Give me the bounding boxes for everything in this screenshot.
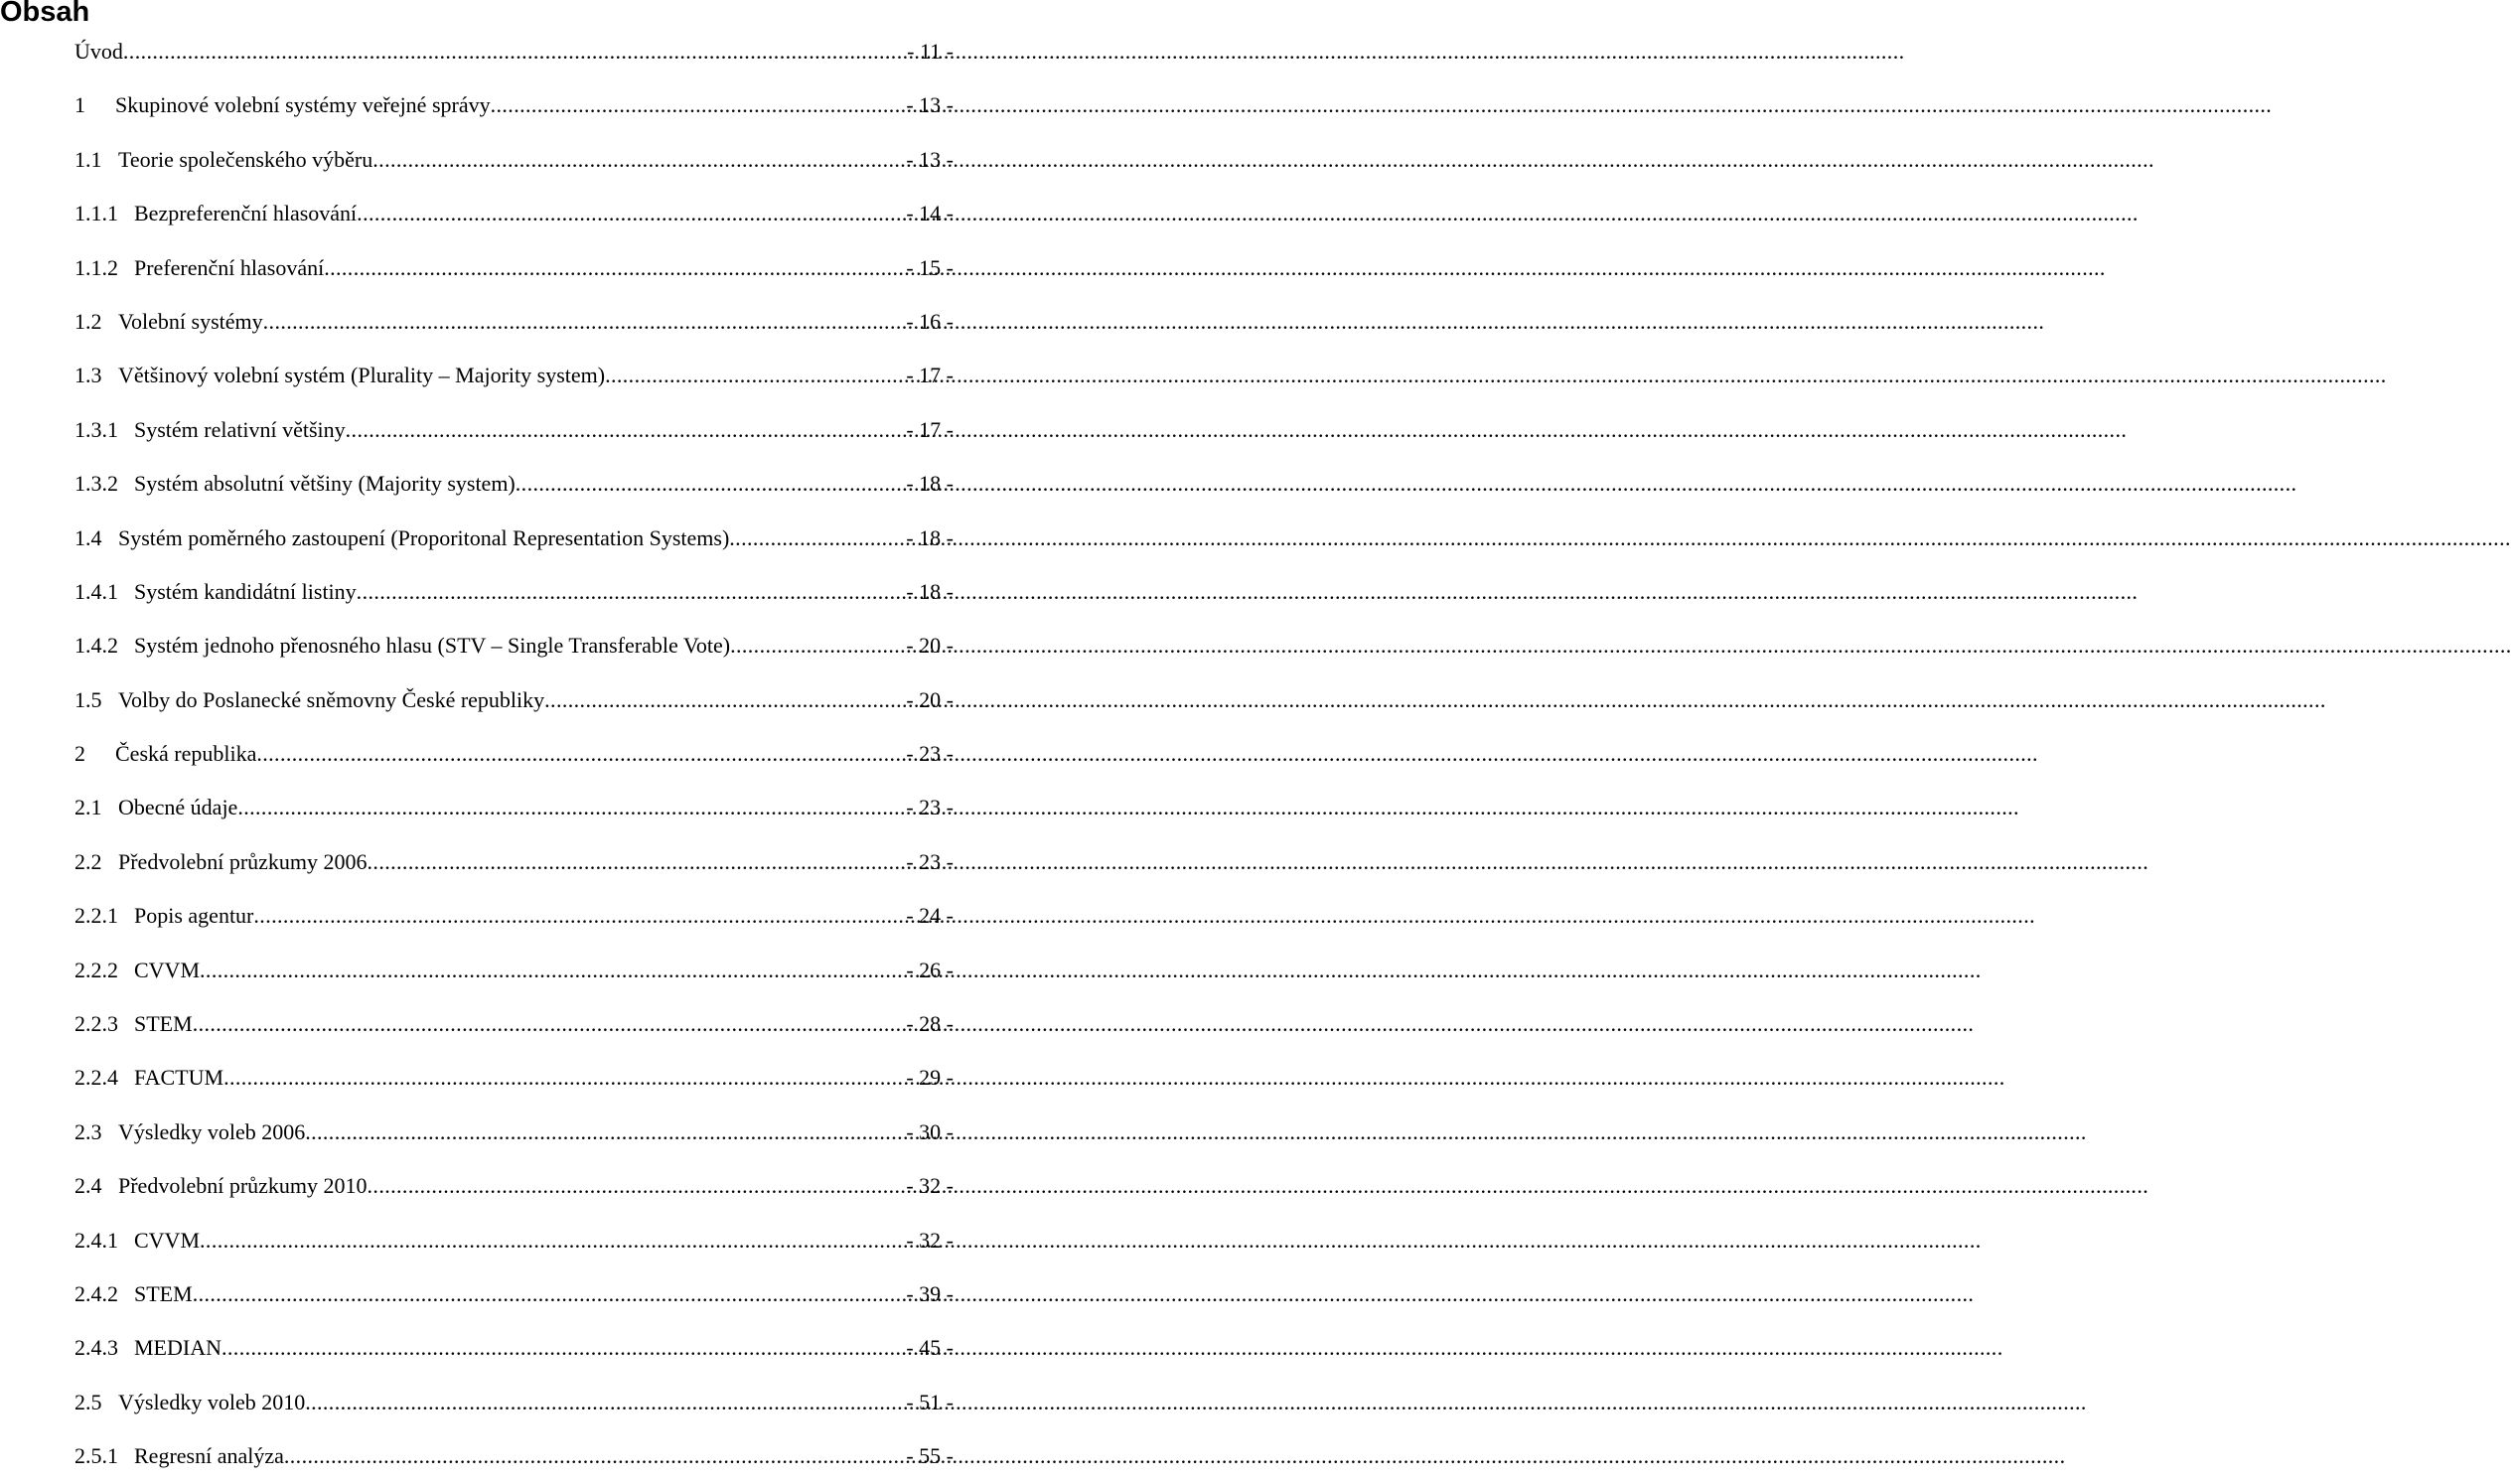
toc-entry-page: - 20 - — [906, 633, 954, 659]
toc-entry-number: 1.4 — [74, 524, 102, 550]
toc-entry[interactable] — [74, 1267, 954, 1321]
toc-entry[interactable] — [74, 1159, 954, 1213]
dot-leader — [605, 349, 903, 402]
toc-entry-title: Skupinové volební systémy veřejné správy — [115, 92, 491, 118]
toc-entry[interactable] — [74, 1214, 954, 1267]
dot-leader — [305, 1106, 903, 1159]
dot-leader — [357, 187, 903, 240]
dot-leader — [544, 673, 903, 727]
toc-entry-number: 1.5 — [74, 686, 102, 712]
toc-entry[interactable] — [74, 835, 954, 889]
toc-entry[interactable] — [74, 78, 954, 132]
toc-entry[interactable] — [74, 944, 954, 997]
toc-entry[interactable] — [74, 997, 954, 1051]
toc-entry-page: - 11 - — [907, 39, 954, 64]
toc-entry-title: Systém poměrného zastoupení (Proporitonal Representation Systems) — [118, 524, 730, 550]
toc-entry[interactable] — [74, 403, 954, 457]
dot-leader — [253, 889, 903, 943]
toc-entry[interactable] — [74, 349, 954, 402]
dot-leader — [263, 295, 904, 349]
dot-leader — [256, 727, 903, 781]
toc-entry-title: Volby do Poslanecké sněmovny České republiky — [118, 686, 545, 712]
toc-entry[interactable] — [74, 565, 954, 619]
dot-leader — [324, 241, 903, 295]
toc-entry[interactable] — [74, 781, 954, 834]
toc-entry-page: - 29 - — [906, 1065, 954, 1091]
toc-entry-title: Popis agentur — [134, 903, 254, 929]
toc-entry[interactable] — [74, 1429, 954, 1483]
toc-entry-title: Výsledky voleb 2006 — [118, 1118, 306, 1144]
table-of-contents — [74, 25, 954, 1484]
toc-entry-title: Systém relativní většiny — [134, 416, 346, 442]
toc-entry-title: Volební systémy — [118, 308, 263, 334]
toc-entry[interactable] — [74, 889, 954, 943]
toc-entry-number: 2.2.3 — [74, 1011, 118, 1037]
toc-entry-title: Většinový volební systém (Plurality – Majority system) — [118, 363, 606, 388]
toc-entry[interactable] — [74, 1051, 954, 1105]
toc-entry-title: Systém kandidátní listiny — [134, 578, 357, 604]
toc-entry-page: - 55 - — [906, 1443, 954, 1469]
dot-leader — [372, 133, 903, 187]
page-title: Obsah — [0, 0, 90, 28]
toc-entry-number: 2.5 — [74, 1389, 102, 1414]
dot-leader — [368, 1159, 904, 1213]
toc-entry-page: - 20 - — [906, 686, 954, 712]
toc-entry-page: - 17 - — [906, 416, 954, 442]
toc-entry-title: Obecné údaje — [118, 795, 238, 820]
toc-entry-number: 1.4.2 — [74, 633, 118, 659]
toc-entry-number: 1.2 — [74, 308, 102, 334]
toc-entry-page: - 39 - — [906, 1280, 954, 1306]
toc-entry-number: 1 — [74, 92, 85, 118]
toc-entry-title: Česká republika — [115, 741, 257, 767]
toc-entry-title: Preferenční hlasování — [134, 254, 325, 280]
dot-leader — [357, 565, 904, 619]
toc-entry-number: 2 — [74, 741, 85, 767]
toc-entry-number: 1.3 — [74, 363, 102, 388]
toc-entry-title: Teorie společenského výběru — [118, 146, 373, 172]
toc-entry-number: 2.2.2 — [74, 957, 118, 982]
dot-leader — [305, 1376, 903, 1429]
toc-entry-page: - 45 - — [906, 1335, 954, 1361]
toc-entry-number: 2.3 — [74, 1118, 102, 1144]
toc-entry-number: 2.2.1 — [74, 903, 118, 929]
toc-entry-title: Předvolební průzkumy 2010 — [118, 1173, 368, 1199]
dot-leader — [193, 997, 904, 1051]
toc-entry-number: 2.4.2 — [74, 1280, 118, 1306]
toc-entry-title: Systém absolutní většiny (Majority system) — [134, 471, 516, 497]
toc-entry-page: - 28 - — [906, 1011, 954, 1037]
dot-leader — [193, 1267, 904, 1321]
toc-entry-title: Výsledky voleb 2010 — [118, 1389, 306, 1414]
toc-entry-title: Systém jednoho přenosného hlasu (STV – Single Transferable Vote) — [134, 633, 731, 659]
toc-entry[interactable] — [74, 241, 954, 295]
toc-entry[interactable] — [74, 619, 954, 672]
toc-entry-number: 1.4.1 — [74, 578, 118, 604]
toc-entry-page: - 18 - — [906, 524, 954, 550]
toc-entry-page: - 30 - — [906, 1118, 954, 1144]
toc-entry[interactable] — [74, 295, 954, 349]
toc-entry-page: - 32 - — [906, 1173, 954, 1199]
toc-entry[interactable] — [74, 727, 954, 781]
toc-entry[interactable] — [74, 1321, 954, 1375]
toc-entry-page: - 32 - — [906, 1227, 954, 1253]
dot-leader — [223, 1051, 903, 1105]
toc-entry-page: - 14 - — [906, 201, 954, 226]
toc-entry-title: Předvolební průzkumy 2006 — [118, 848, 368, 874]
dot-leader — [123, 25, 904, 78]
toc-entry-page: - 13 - — [906, 92, 954, 118]
toc-entry[interactable] — [74, 673, 954, 727]
toc-entry-title: FACTUM — [134, 1065, 224, 1091]
toc-entry[interactable] — [74, 187, 954, 240]
toc-entry-title: MEDIAN — [134, 1335, 222, 1361]
toc-entry-title: Bezpreferenční hlasování — [134, 201, 358, 226]
toc-entry-number: 1.3.2 — [74, 471, 118, 497]
toc-entry-page: - 13 - — [906, 146, 954, 172]
toc-entry-title: CVVM — [134, 957, 201, 982]
toc-entry-page: - 17 - — [906, 363, 954, 388]
toc-entry-number: 1.1 — [74, 146, 102, 172]
toc-entry-page: - 18 - — [906, 471, 954, 497]
toc-entry[interactable] — [74, 1376, 954, 1429]
toc-entry-title: CVVM — [134, 1227, 201, 1253]
toc-entry[interactable] — [74, 1106, 954, 1159]
toc-entry-number: 1.1.1 — [74, 201, 118, 226]
toc-entry-title: STEM — [134, 1011, 193, 1037]
toc-entry[interactable] — [74, 133, 954, 187]
toc-entry[interactable] — [74, 25, 954, 78]
toc-entry-number: 2.1 — [74, 795, 102, 820]
dot-leader — [368, 835, 904, 889]
dot-leader — [237, 781, 903, 834]
dot-leader — [346, 403, 904, 457]
toc-entry-page: - 24 - — [906, 903, 954, 929]
toc-entry-number: 2.5.1 — [74, 1443, 118, 1469]
dot-leader — [729, 512, 903, 565]
toc-entry-title: STEM — [134, 1280, 193, 1306]
dot-leader — [200, 1214, 903, 1267]
toc-entry[interactable] — [74, 512, 954, 565]
toc-entry-page: - 15 - — [906, 254, 954, 280]
dot-leader — [200, 944, 903, 997]
dot-leader — [730, 619, 903, 672]
toc-entry-number: 2.4.1 — [74, 1227, 118, 1253]
dot-leader — [491, 78, 904, 132]
dot-leader — [516, 457, 904, 511]
toc-entry-page: - 26 - — [906, 957, 954, 982]
toc-entry-title: Úvod — [74, 39, 123, 64]
toc-entry-page: - 23 - — [906, 795, 954, 820]
toc-entry[interactable] — [74, 457, 954, 511]
dot-leader — [284, 1429, 903, 1483]
toc-entry-number: 1.3.1 — [74, 416, 118, 442]
dot-leader — [222, 1321, 903, 1375]
toc-entry-number: 2.4.3 — [74, 1335, 118, 1361]
toc-entry-page: - 23 - — [906, 741, 954, 767]
toc-entry-page: - 18 - — [906, 578, 954, 604]
toc-entry-page: - 16 - — [906, 308, 954, 334]
toc-entry-number: 2.4 — [74, 1173, 102, 1199]
toc-entry-number: 1.1.2 — [74, 254, 118, 280]
toc-entry-number: 2.2.4 — [74, 1065, 118, 1091]
toc-entry-title: Regresní analýza — [134, 1443, 284, 1469]
toc-entry-number: 2.2 — [74, 848, 102, 874]
toc-entry-page: - 23 - — [906, 848, 954, 874]
toc-entry-page: - 51 - — [906, 1389, 954, 1414]
